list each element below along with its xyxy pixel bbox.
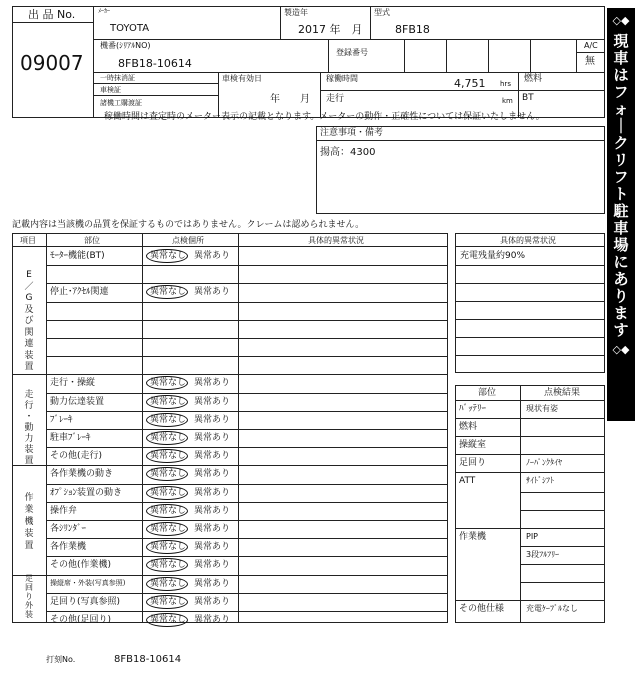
row-divider: [46, 502, 448, 503]
ng-option[interactable]: 異常あり: [194, 579, 231, 589]
ng-option[interactable]: 異常あり: [194, 251, 231, 261]
ok-option[interactable]: 異常なし: [150, 378, 187, 388]
stamp-value: 8FB18-10614: [114, 654, 182, 665]
right-header-result: 点検結果: [544, 388, 581, 398]
right-result-table: [455, 385, 605, 623]
row-divider: [12, 465, 448, 466]
right-result-row-divider: [520, 510, 605, 511]
ok-option[interactable]: 異常なし: [150, 397, 187, 407]
lot-label: 出 品 No.: [28, 8, 76, 21]
serial-label: 機番(ｼﾘｱﾙNO): [100, 41, 151, 50]
ac-value: 無: [585, 56, 595, 67]
table-row-part: 各作業機: [50, 542, 87, 552]
ng-option[interactable]: 異常あり: [194, 524, 231, 534]
table-row-part: 停止･ｱｸｾﾙ関連: [50, 287, 109, 297]
section-label: 走 行 ・ 動 力 装 置: [24, 390, 34, 466]
maker-label: ﾒｰｶｰ: [98, 8, 111, 15]
right-detail-row-divider: [455, 301, 605, 302]
right-detail-row-divider: [455, 265, 605, 266]
row-divider: [46, 283, 448, 284]
hours-value: 4,751: [454, 77, 486, 90]
table-row-part: 各作業機の動き: [50, 469, 114, 479]
right-detail-row-divider: [455, 337, 605, 338]
right-header-part: 部位: [478, 388, 497, 398]
right-result-row-divider: [520, 546, 605, 547]
ng-option[interactable]: 異常あり: [194, 433, 231, 443]
ok-option[interactable]: 異常なし: [150, 560, 187, 570]
table-row-part: その他(作業機): [50, 560, 112, 570]
row-divider: [46, 302, 448, 303]
right-row-part: 足回り: [459, 458, 487, 468]
banner-diamond: ◇◆: [612, 343, 630, 356]
inspection-value: 年 月: [270, 94, 310, 105]
fuel-value: BT: [522, 93, 534, 103]
table-row-part: その他(足回り): [50, 615, 112, 625]
ng-option[interactable]: 異常あり: [194, 451, 231, 461]
right-row-result: 3段ﾌﾙﾌﾘｰ: [526, 550, 560, 559]
right-row-result: ﾉｰﾊﾟﾝｸﾀｲﾔ: [526, 458, 562, 467]
right-detail-row-divider: [455, 319, 605, 320]
row-divider: [46, 447, 448, 448]
hours-note: 稼働時間は査定時のメーター表示の記載となります。メーターの動作・正確性については保証いたしません。: [104, 112, 545, 122]
notes-label: 注意事項・備考: [320, 128, 384, 138]
disclaimer: 記載内容は当該機の品質を保証するものではありません。クレームは認められません。: [12, 220, 365, 230]
notes-value: 揚高：4300: [320, 147, 376, 158]
right-row-result: PIP: [526, 532, 539, 541]
right-result-row-divider: [455, 436, 605, 437]
model-value: 8FB18: [395, 23, 430, 36]
banner-text: 現 車 は フ ォ ｜ ク リ フ ト 駐 車 場 に あ り ま す: [613, 32, 629, 339]
ng-option[interactable]: 異常あり: [194, 542, 231, 552]
right-result-row-divider: [455, 600, 605, 601]
row-divider: [46, 338, 448, 339]
row-divider: [12, 575, 448, 576]
ng-option[interactable]: 異常あり: [194, 597, 231, 607]
ok-option[interactable]: 異常なし: [150, 433, 187, 443]
row-divider: [46, 520, 448, 521]
travel-label: 走行: [326, 94, 345, 104]
ok-option[interactable]: 異常なし: [150, 287, 187, 297]
banner-diamond: ◇◆: [612, 14, 630, 27]
vehicle-cert-label: 車検証: [100, 86, 121, 94]
reg-label: 登録番号: [336, 48, 368, 57]
header-detail: 具体的異常状況: [308, 236, 364, 245]
travel-unit: km: [502, 97, 513, 105]
right-row-part: ATT: [459, 476, 476, 486]
ng-option[interactable]: 異常あり: [194, 378, 231, 388]
row-divider: [46, 484, 448, 485]
table-row-part: 操縦席・外装(写真参照): [50, 579, 126, 587]
ng-option[interactable]: 異常あり: [194, 560, 231, 570]
header-check: 点検個所: [172, 236, 204, 245]
row-divider: [46, 593, 448, 594]
ng-option[interactable]: 異常あり: [194, 615, 231, 625]
inspection-label: 車検有効日: [222, 74, 262, 83]
ok-option[interactable]: 異常なし: [150, 524, 187, 534]
right-row-part: その他仕様: [459, 604, 505, 614]
row-divider: [46, 356, 448, 357]
ok-option[interactable]: 異常なし: [150, 597, 187, 607]
ng-option[interactable]: 異常あり: [194, 287, 231, 297]
table-row-part: 操作弁: [50, 506, 78, 516]
ng-option[interactable]: 異常あり: [194, 506, 231, 516]
ok-option[interactable]: 異常なし: [150, 615, 187, 625]
table-row-part: 各ｼﾘﾝﾀﾞｰ: [50, 524, 87, 534]
temp-cert-label: 一時抹消証: [100, 74, 135, 82]
table-row-part: ﾌﾞﾚｰｷ: [50, 415, 73, 425]
row-divider: [46, 538, 448, 539]
row-divider: [46, 393, 448, 394]
right-result-row-divider: [455, 418, 605, 419]
right-row-part: 作業機: [459, 532, 487, 542]
row-divider: [46, 320, 448, 321]
right-row-result: ｻｲﾄﾞｼﾌﾄ: [526, 476, 554, 485]
header-part: 部位: [84, 236, 100, 245]
row-divider: [12, 374, 448, 375]
header-item: 項目: [20, 236, 36, 245]
year-label: 製造年: [284, 8, 308, 17]
row-divider: [46, 411, 448, 412]
ng-option[interactable]: 異常あり: [194, 397, 231, 407]
right-result-row-divider: [455, 454, 605, 455]
table-row-part: ﾓｰﾀｰ機能(BT): [50, 251, 105, 261]
row-divider: [46, 611, 448, 612]
right-result-row-divider: [455, 528, 605, 529]
section-label: 足 回 り 外 装: [25, 574, 33, 619]
location-banner: [607, 8, 635, 421]
right-row-part: 操縦室: [459, 440, 487, 450]
hours-label: 稼働時間: [326, 74, 358, 83]
right-detail-header: 具体的異常状況: [500, 236, 556, 245]
fuel-label: 燃料: [524, 74, 543, 84]
right-detail-row-divider: [455, 283, 605, 284]
section-label: 作 業 機 装 置: [24, 493, 34, 551]
ok-option[interactable]: 異常なし: [150, 251, 187, 261]
ok-option[interactable]: 異常なし: [150, 469, 187, 479]
right-row-result: 現状有姿: [526, 404, 558, 413]
ng-option[interactable]: 異常あり: [194, 469, 231, 479]
ok-option[interactable]: 異常なし: [150, 542, 187, 552]
right-detail-line1: 充電残量約90%: [460, 251, 526, 261]
serial-value: 8FB18-10614: [118, 57, 192, 70]
maker-value: TOYOTA: [110, 23, 150, 34]
lot-number: 09007: [20, 51, 84, 75]
ac-label: A/C: [584, 41, 598, 50]
model-label: 型式: [374, 8, 390, 17]
work-cert-label: 諸機工購渡証: [100, 99, 142, 107]
right-row-result: 充電ｹｰﾌﾞﾙなし: [526, 604, 578, 613]
row-divider: [46, 265, 448, 266]
year-value: 2017 年 月: [298, 23, 363, 36]
table-row-part: 足回り(写真参照): [50, 597, 121, 607]
right-result-row-divider: [520, 492, 605, 493]
ng-option[interactable]: 異常あり: [194, 415, 231, 425]
ng-option[interactable]: 異常あり: [194, 488, 231, 498]
table-row-part: 走行・操縦: [50, 378, 96, 388]
hours-unit: hrs: [500, 80, 511, 88]
right-result-row-divider: [455, 472, 605, 473]
right-row-part: 燃料: [459, 422, 478, 432]
table-row-part: 動力伝達装置: [50, 397, 105, 407]
ok-option[interactable]: 異常なし: [150, 488, 187, 498]
right-result-row-divider: [520, 564, 605, 565]
stamp-label: 打刻No.: [46, 655, 76, 664]
table-row-part: その他(走行): [50, 451, 103, 461]
ok-option[interactable]: 異常なし: [150, 506, 187, 516]
row-divider: [46, 429, 448, 430]
right-detail-row-divider: [455, 355, 605, 356]
right-result-row-divider: [520, 582, 605, 583]
table-row-part: 駐車ﾌﾞﾚｰｷ: [50, 433, 91, 443]
ok-option[interactable]: 異常なし: [150, 451, 187, 461]
table-row-part: ｵﾌﾟｼｮﾝ装置の動き: [50, 488, 123, 498]
ok-option[interactable]: 異常なし: [150, 415, 187, 425]
ok-option[interactable]: 異常なし: [150, 579, 187, 589]
row-divider: [46, 556, 448, 557]
section-label: E ／ G 及 び 関 連 装 置: [24, 270, 34, 372]
right-row-part: ﾊﾞｯﾃﾘｰ: [459, 404, 487, 414]
